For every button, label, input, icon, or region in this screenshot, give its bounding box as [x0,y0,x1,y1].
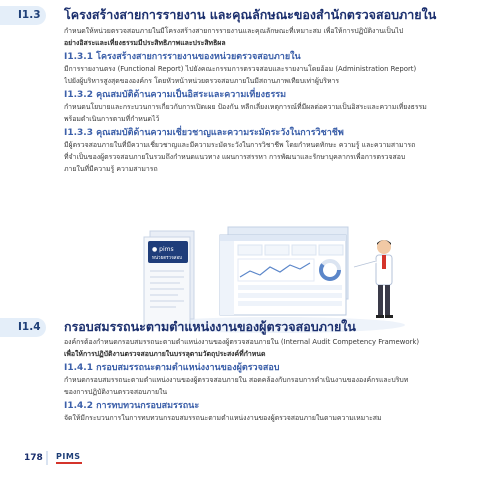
body-line: กำหนดนโยบายและกระบวนการเกี่ยวกับการเปิดเผย ป้องกัน หลีกเลี่ยงเหตุการณ์ที่มีผลต่อความเป็นอิสระและความเที่ยงธรรม [64,103,427,111]
footer-logo-underline [56,462,82,464]
section-title: โครงสร้างสายการรายงาน และคุณลักษณะของสำนักตรวจสอบภายใน [64,7,437,22]
section-intro [64,26,460,50]
screen-header [220,235,346,241]
subsection-heading: I1.4.1 กรอบสมรรถนะตามตำแหน่งงานของผู้ตรวจสอบ [64,363,280,373]
page-number: 178 [24,453,43,463]
body-line: ของการปฏิบัติงานตรวจสอบภายใน [64,387,168,396]
body-line: จัดให้มีกระบวนการในการทบทวนกรอบสมรรถนะตามตำแหน่งงานของผู้ตรวจสอบภายในตามความเหมาะสม [64,414,382,422]
intro-line: อย่างอิสระและเที่ยงธรรมมีประสิทธิภาพและประสิทธิผล [64,38,226,47]
subsection-heading: I1.4.2 การทบทวนกรอบสมรรถนะ [64,401,200,411]
section-number: I1.3 [18,9,41,21]
body-line: พร้อมดำเนินการตามที่กำหนดไว้ [64,114,160,123]
footer-divider [46,451,48,465]
section-intro [64,337,460,361]
intro-line: กำหนดให้หน่วยตรวจสอบภายในมีโครงสร้างสายการรายงานและคุณลักษณะที่เหมาะสม เพื่อให้การปฏิบัติงานเป็นไป [64,27,404,35]
section-number: I1.4 [18,321,41,333]
intro-line: เพื่อให้การปฏิบัติงานตรวจสอบภายในบรรลุตามวัตถุประสงค์ที่กำหนด [64,349,266,358]
subsection-body [64,102,460,126]
subsection-body [64,375,460,399]
body-line: มีการรายงานตรง (Functional Report) ไปยังคณะกรรมการตรวจสอบและรายงานโดยอ้อม (Administration Report) [64,65,417,73]
body-line: ที่จำเป็นของผู้ตรวจสอบภายในรวมถึงกำหนดแนวทาง แผนการสรรหา การพัฒนาและรักษาบุคลากรเพื่อการตรวจสอบ [64,152,406,161]
footer-logo: PIMS [56,452,81,461]
body-line: มีผู้ตรวจสอบภายในที่มีความเชี่ยวชาญและมีความระมัดระวังในการวิชาชีพ โดยกำหนดทักษะ ความรู้ และความสามารถ [64,141,416,149]
subsection-body [64,64,460,88]
subsection-body [64,413,460,425]
subsection-heading: I1.3.3 คุณสมบัติด้านความเชี่ยวชาญและความระมัดระวังในการวิชาชีพ [64,128,344,138]
presenter-figure [354,240,393,318]
body-line: ไปยังผู้บริหารสูงสุดขององค์กร โดยหัวหน้าหน่วยตรวจสอบภายในมีสถานภาพเทียบเท่าผู้บริหาร [64,76,340,85]
document-label: หน่วยตรวจสอบ [152,256,183,261]
body-line: กำหนดกรอบสมรรถนะตามตำแหน่งงานของผู้ตรวจสอบภายใน สอดคล้องกับกรอบการดำเนินงานขององค์กรและบริบท [64,376,409,384]
subsection-heading: I1.3.2 คุณสมบัติด้านความเป็นอิสระและความเที่ยงธรรม [64,90,287,100]
body-line: ภายในที่มีความรู้ ความสามารถ [64,164,158,173]
screen-table [238,285,342,306]
subsection-body [64,140,460,175]
screen-sidebar [220,241,234,315]
intro-line: องค์กรต้องกำหนดกรอบสมรรถนะตามตำแหน่งงานของผู้ตรวจสอบภายใน (Internal Audit Competency Framework) [64,338,420,346]
subsection-heading: I1.3.1 โครงสร้างสายการรายงานของหน่วยตรวจสอบภายใน [64,52,301,62]
section-title: กรอบสมรรถนะตามตำแหน่งงานของผู้ตรวจสอบภายใน [64,319,356,334]
document-brand: ● pims [152,246,174,253]
